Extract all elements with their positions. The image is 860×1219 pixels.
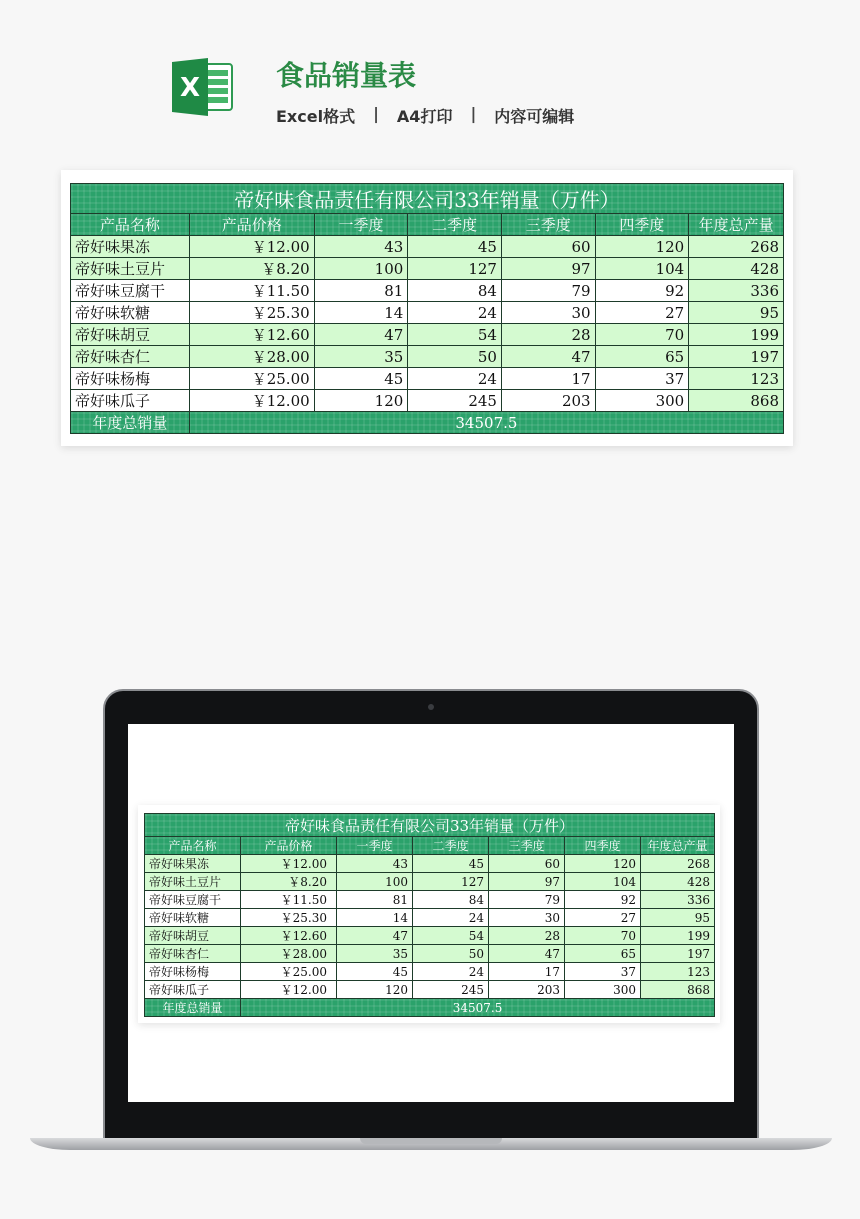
- cell-total[interactable]: 868: [641, 981, 715, 999]
- column-header: 产品名称: [145, 837, 241, 855]
- cell-total[interactable]: 428: [641, 873, 715, 891]
- cell-q2[interactable]: 50: [408, 346, 502, 368]
- cell-price[interactable]: ￥25.30: [241, 909, 337, 927]
- cell-name[interactable]: 帝好味杨梅: [145, 963, 241, 981]
- cell-q4[interactable]: 27: [595, 302, 689, 324]
- table-row: [71, 346, 784, 368]
- cell-name[interactable]: 帝好味软糖: [145, 909, 241, 927]
- cell-total[interactable]: 123: [689, 368, 784, 390]
- cell-q2[interactable]: 24: [408, 302, 502, 324]
- footer-value[interactable]: 34507.5: [241, 999, 715, 1017]
- table-row: [145, 927, 715, 945]
- cell-q4[interactable]: 65: [565, 945, 641, 963]
- cell-name[interactable]: 帝好味杨梅: [71, 368, 190, 390]
- cell-total[interactable]: 428: [689, 258, 784, 280]
- column-header: 一季度: [314, 214, 408, 236]
- cell-q4[interactable]: 300: [565, 981, 641, 999]
- cell-total[interactable]: 336: [689, 280, 784, 302]
- cell-q2[interactable]: 54: [408, 324, 502, 346]
- cell-price[interactable]: ￥28.00: [241, 945, 337, 963]
- cell-q4[interactable]: 92: [565, 891, 641, 909]
- table-row: [145, 945, 715, 963]
- table-header-row: [71, 214, 784, 236]
- tag-format: Excel格式: [276, 107, 356, 126]
- table-title-row: [71, 184, 784, 214]
- cell-q2[interactable]: 54: [413, 927, 489, 945]
- cell-total[interactable]: 197: [641, 945, 715, 963]
- cell-q1[interactable]: 47: [337, 927, 413, 945]
- cell-q1[interactable]: 45: [314, 368, 408, 390]
- cell-q4[interactable]: 70: [595, 324, 689, 346]
- footer-label: 年度总销量: [145, 999, 241, 1017]
- cell-q4[interactable]: 37: [595, 368, 689, 390]
- table-row: [71, 390, 784, 412]
- cell-q1[interactable]: 100: [337, 873, 413, 891]
- table-footer-row: [145, 999, 715, 1017]
- table-row: [71, 368, 784, 390]
- table-row: [145, 981, 715, 999]
- cell-q3[interactable]: 17: [489, 963, 565, 981]
- cell-price[interactable]: ￥11.50: [241, 891, 337, 909]
- cell-q3[interactable]: 17: [501, 368, 595, 390]
- table-title: 帝好味食品责任有限公司33年销量（万件）: [145, 814, 715, 837]
- cell-total[interactable]: 199: [641, 927, 715, 945]
- sales-table: [70, 183, 784, 434]
- cell-q2[interactable]: 45: [408, 236, 502, 258]
- table-title-row: [145, 814, 715, 837]
- cell-q2[interactable]: 24: [413, 909, 489, 927]
- cell-name[interactable]: 帝好味瓜子: [71, 390, 190, 412]
- cell-total[interactable]: 199: [689, 324, 784, 346]
- cell-q3[interactable]: 30: [489, 909, 565, 927]
- column-header: 产品价格: [189, 214, 314, 236]
- svg-text:X: X: [179, 73, 201, 103]
- column-header: 二季度: [408, 214, 502, 236]
- tag-separator: |: [373, 104, 379, 123]
- cell-name[interactable]: 帝好味豆腐干: [71, 280, 190, 302]
- cell-name[interactable]: 帝好味土豆片: [71, 258, 190, 280]
- cell-q4[interactable]: 300: [595, 390, 689, 412]
- table-row: [71, 302, 784, 324]
- cell-q3[interactable]: 28: [489, 927, 565, 945]
- table-row: [145, 891, 715, 909]
- sheet-preview-large: [61, 170, 793, 446]
- cell-q2[interactable]: 45: [413, 855, 489, 873]
- cell-q1[interactable]: 100: [314, 258, 408, 280]
- cell-q2[interactable]: 127: [413, 873, 489, 891]
- footer-label: 年度总销量: [71, 412, 190, 434]
- column-header: 年度总产量: [641, 837, 715, 855]
- cell-q3[interactable]: 60: [501, 236, 595, 258]
- table-row: [145, 909, 715, 927]
- cell-total[interactable]: 95: [641, 909, 715, 927]
- cell-total[interactable]: 268: [641, 855, 715, 873]
- cell-q1[interactable]: 14: [314, 302, 408, 324]
- cell-q3[interactable]: 30: [501, 302, 595, 324]
- excel-logo-icon: [172, 58, 234, 116]
- cell-name[interactable]: 帝好味豆腐干: [145, 891, 241, 909]
- cell-q4[interactable]: 104: [565, 873, 641, 891]
- cell-q2[interactable]: 245: [413, 981, 489, 999]
- column-header: 一季度: [337, 837, 413, 855]
- cell-q4[interactable]: 65: [595, 346, 689, 368]
- cell-q3[interactable]: 79: [501, 280, 595, 302]
- column-header: 二季度: [413, 837, 489, 855]
- cell-name[interactable]: 帝好味胡豆: [145, 927, 241, 945]
- laptop-base-notch: [360, 1138, 502, 1144]
- table-footer-row: [71, 412, 784, 434]
- cell-total[interactable]: 123: [641, 963, 715, 981]
- cell-total[interactable]: 868: [689, 390, 784, 412]
- column-header: 四季度: [565, 837, 641, 855]
- cell-q4[interactable]: 104: [595, 258, 689, 280]
- cell-q4[interactable]: 120: [565, 855, 641, 873]
- cell-price[interactable]: ￥12.00: [189, 236, 314, 258]
- cell-q4[interactable]: 37: [565, 963, 641, 981]
- cell-q4[interactable]: 120: [595, 236, 689, 258]
- cell-q1[interactable]: 47: [314, 324, 408, 346]
- camera-icon: [428, 704, 434, 710]
- cell-price[interactable]: ￥12.00: [241, 981, 337, 999]
- cell-name[interactable]: 帝好味杏仁: [145, 945, 241, 963]
- tag-editable: 内容可编辑: [494, 107, 575, 126]
- column-header: 产品名称: [71, 214, 190, 236]
- table-header-row: [145, 837, 715, 855]
- column-header: 三季度: [501, 214, 595, 236]
- footer-value[interactable]: 34507.5: [189, 412, 783, 434]
- tag-separator: |: [470, 104, 477, 123]
- cell-q1[interactable]: 14: [337, 909, 413, 927]
- cell-q1[interactable]: 81: [337, 891, 413, 909]
- column-header: 三季度: [489, 837, 565, 855]
- cell-q2[interactable]: 50: [413, 945, 489, 963]
- cell-q3[interactable]: 97: [489, 873, 565, 891]
- cell-q1[interactable]: 43: [337, 855, 413, 873]
- cell-q2[interactable]: 24: [408, 368, 502, 390]
- cell-price[interactable]: ￥25.30: [189, 302, 314, 324]
- cell-name[interactable]: 帝好味胡豆: [71, 324, 190, 346]
- cell-q2[interactable]: 84: [413, 891, 489, 909]
- table-row: [145, 873, 715, 891]
- cell-name[interactable]: 帝好味果冻: [71, 236, 190, 258]
- cell-q1[interactable]: 45: [337, 963, 413, 981]
- column-header: 产品价格: [241, 837, 337, 855]
- cell-q3[interactable]: 47: [489, 945, 565, 963]
- cell-q1[interactable]: 35: [314, 346, 408, 368]
- table-row: [71, 258, 784, 280]
- cell-price[interactable]: ￥12.60: [189, 324, 314, 346]
- cell-q2[interactable]: 24: [413, 963, 489, 981]
- cell-q1[interactable]: 35: [337, 945, 413, 963]
- cell-name[interactable]: 帝好味土豆片: [145, 873, 241, 891]
- cell-q3[interactable]: 97: [501, 258, 595, 280]
- cell-q4[interactable]: 70: [565, 927, 641, 945]
- cell-name[interactable]: 帝好味软糖: [71, 302, 190, 324]
- cell-q3[interactable]: 47: [501, 346, 595, 368]
- sheet-preview-small: [138, 805, 720, 1023]
- table-row: [71, 324, 784, 346]
- cell-q1[interactable]: 120: [337, 981, 413, 999]
- cell-name[interactable]: 帝好味杏仁: [71, 346, 190, 368]
- cell-total[interactable]: 95: [689, 302, 784, 324]
- cell-name[interactable]: 帝好味瓜子: [145, 981, 241, 999]
- cell-price[interactable]: ￥8.20: [241, 873, 337, 891]
- column-header: 四季度: [595, 214, 689, 236]
- cell-total[interactable]: 197: [689, 346, 784, 368]
- cell-q1[interactable]: 120: [314, 390, 408, 412]
- cell-q1[interactable]: 43: [314, 236, 408, 258]
- page-title: 食品销量表: [276, 59, 417, 92]
- cell-q3[interactable]: 203: [489, 981, 565, 999]
- cell-price[interactable]: ￥25.00: [189, 368, 314, 390]
- column-header: 年度总产量: [689, 214, 784, 236]
- table-row: [71, 280, 784, 302]
- cell-q2[interactable]: 84: [408, 280, 502, 302]
- table-title: 帝好味食品责任有限公司33年销量（万件）: [71, 184, 784, 214]
- cell-price[interactable]: ￥28.00: [189, 346, 314, 368]
- table-row: [71, 236, 784, 258]
- cell-price[interactable]: ￥12.60: [241, 927, 337, 945]
- cell-q4[interactable]: 92: [595, 280, 689, 302]
- table-row: [145, 963, 715, 981]
- cell-price[interactable]: ￥25.00: [241, 963, 337, 981]
- cell-q3[interactable]: 28: [501, 324, 595, 346]
- cell-price[interactable]: ￥8.20: [189, 258, 314, 280]
- cell-price[interactable]: ￥12.00: [189, 390, 314, 412]
- cell-q2[interactable]: 245: [408, 390, 502, 412]
- cell-q3[interactable]: 60: [489, 855, 565, 873]
- sales-table-small: [144, 813, 715, 1017]
- cell-price[interactable]: ￥11.50: [189, 280, 314, 302]
- cell-total[interactable]: 268: [689, 236, 784, 258]
- cell-total[interactable]: 336: [641, 891, 715, 909]
- cell-q2[interactable]: 127: [408, 258, 502, 280]
- cell-q3[interactable]: 203: [501, 390, 595, 412]
- table-row: [145, 855, 715, 873]
- tag-print: A4打印: [396, 107, 453, 126]
- tag-line: [276, 104, 574, 127]
- cell-q4[interactable]: 27: [565, 909, 641, 927]
- cell-q3[interactable]: 79: [489, 891, 565, 909]
- cell-price[interactable]: ￥12.00: [241, 855, 337, 873]
- cell-name[interactable]: 帝好味果冻: [145, 855, 241, 873]
- cell-q1[interactable]: 81: [314, 280, 408, 302]
